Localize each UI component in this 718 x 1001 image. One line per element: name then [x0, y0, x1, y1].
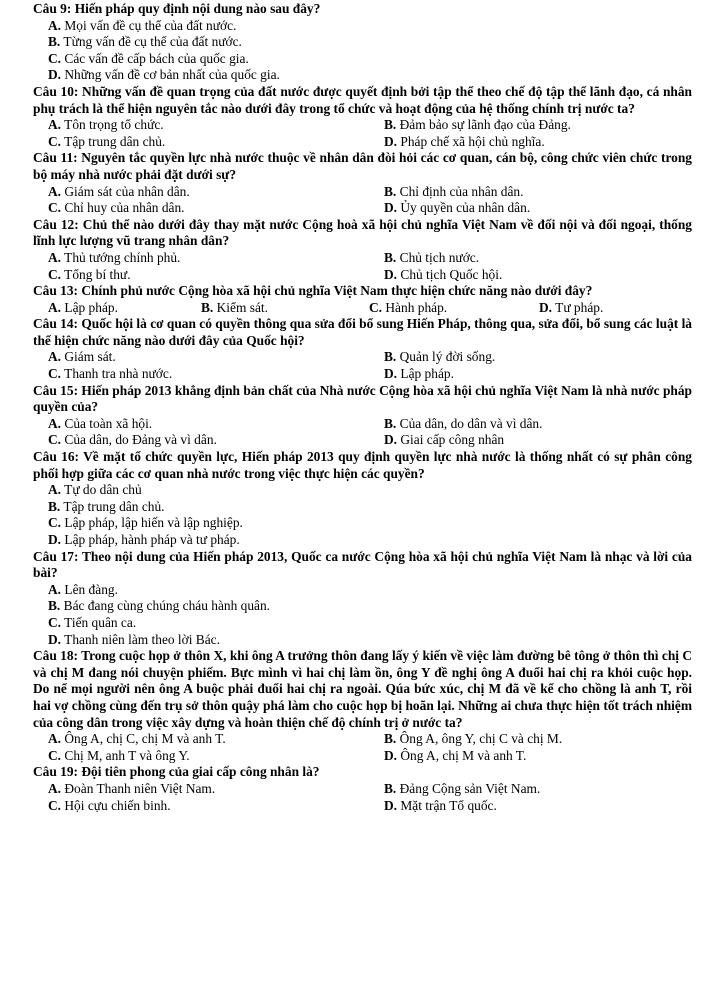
question-block [0, 648, 718, 764]
option-letter: A. [48, 299, 62, 315]
answer-option[interactable] [33, 515, 692, 532]
option-letter: B. [384, 349, 397, 365]
option-text: Tôn trọng tổ chức. [64, 117, 164, 133]
question-stem [33, 648, 692, 731]
option-letter: B. [384, 780, 397, 796]
question-stem [33, 764, 692, 781]
question-stem [33, 449, 692, 482]
option-text: Giám sát. [64, 349, 116, 365]
answer-option[interactable] [48, 748, 384, 765]
answer-option[interactable] [384, 366, 692, 383]
answer-option[interactable] [48, 416, 384, 433]
answer-options [33, 117, 692, 150]
question-text: Về mặt tổ chức quyền lực, Hiến pháp 2013 quy định quyền lực nhà nước là thống nhất có sự phân công phối hợp giữa các cơ quan nhà nước trong việc thực hiện các quyền? [33, 449, 692, 481]
option-text: Mặt trận Tổ quốc. [400, 797, 497, 813]
question-block [0, 316, 718, 382]
option-text: Của dân, do dân và vì dân. [399, 415, 543, 431]
question-stem [33, 549, 692, 582]
option-letter: B. [384, 117, 397, 133]
answer-option[interactable] [48, 432, 384, 449]
question-block [0, 764, 718, 814]
option-text: Bác đang cùng chúng cháu hành quân. [63, 598, 271, 614]
option-letter: D. [384, 200, 398, 216]
answer-option[interactable] [48, 117, 384, 134]
option-letter: A. [48, 780, 62, 796]
option-letter: A. [48, 249, 62, 265]
question-stem [33, 283, 692, 300]
option-letter: B. [48, 598, 61, 614]
question-number: Câu 17: [33, 548, 79, 564]
option-letter: C. [48, 432, 62, 448]
question-number: Câu 9: [33, 1, 72, 16]
answer-option[interactable] [48, 250, 384, 267]
option-text: Chị M, anh T và ông Y. [64, 747, 190, 763]
answer-option[interactable] [384, 134, 692, 151]
answer-option[interactable] [33, 582, 692, 599]
option-letter: C. [48, 133, 62, 149]
answer-options [33, 482, 692, 548]
answer-option[interactable] [48, 731, 384, 748]
question-block [0, 217, 718, 283]
option-letter: B. [201, 299, 214, 315]
answer-option[interactable] [48, 300, 201, 317]
answer-option[interactable] [48, 798, 384, 815]
option-letter: A. [48, 581, 62, 597]
option-text: Lập pháp. [64, 299, 118, 315]
option-text: Các vấn đề cấp bách của quốc gia. [64, 50, 249, 66]
answer-option[interactable] [48, 134, 384, 151]
option-text: Thanh tra nhà nước. [64, 366, 173, 382]
option-letter: C. [48, 747, 62, 763]
option-text: Chỉ định của nhân dân. [399, 183, 524, 199]
option-text: Giai cấp công nhân [400, 432, 505, 448]
question-block [0, 283, 718, 316]
answer-options [33, 18, 692, 84]
option-text: Ủy quyền của nhân dân. [400, 200, 531, 216]
question-number: Câu 18: [33, 648, 79, 664]
option-letter: C. [48, 797, 62, 813]
option-text: Ông A, chị M và anh T. [400, 747, 527, 763]
option-text: Tiến quân ca. [64, 614, 137, 630]
question-stem [33, 383, 692, 416]
answer-option[interactable] [384, 250, 692, 267]
option-text: Lập pháp. [400, 366, 454, 382]
option-text: Lập pháp, hành pháp và tư pháp. [64, 532, 240, 547]
question-stem [33, 316, 692, 349]
option-letter: D. [384, 797, 398, 813]
answer-option[interactable] [384, 117, 692, 134]
answer-option[interactable] [48, 267, 384, 284]
answer-option[interactable] [369, 300, 539, 317]
answer-option[interactable] [33, 18, 692, 35]
answer-options [33, 184, 692, 217]
question-number: Câu 10: [33, 83, 79, 99]
option-letter: A. [48, 482, 62, 498]
question-number: Câu 12: [33, 216, 79, 232]
question-text: Những vấn đề quan trọng của đất nước được quyết định bởi tập thể theo chế độ tập thể lãnh đạo, cá nhân phụ trách là thể hiện nguyên tắc nào dưới đây trong tổ chức và hoạt động của hệ thống chính trị nước ta? [33, 83, 692, 116]
answer-option[interactable] [384, 798, 692, 815]
option-letter: D. [384, 366, 398, 382]
option-letter: D. [48, 532, 62, 547]
option-text: Tập trung dân chủ. [64, 133, 166, 149]
option-letter: B. [48, 34, 61, 50]
answer-option[interactable] [33, 67, 692, 84]
option-letter: B. [384, 183, 397, 199]
option-text: Hội cựu chiến binh. [64, 797, 171, 813]
answer-option[interactable] [384, 432, 692, 449]
option-text: Những vấn đề cơ bản nhất của quốc gia. [64, 67, 280, 83]
option-text: Của dân, do Đảng và vì dân. [64, 432, 217, 448]
question-number: Câu 11: [33, 150, 78, 166]
question-number: Câu 19: [33, 764, 79, 780]
answer-options [33, 416, 692, 449]
answer-option[interactable] [48, 366, 384, 383]
question-stem [33, 217, 692, 250]
answer-option[interactable] [33, 34, 692, 51]
answer-option[interactable] [384, 267, 692, 284]
option-text: Chủ tịch nước. [399, 249, 480, 265]
answer-option[interactable] [384, 416, 692, 433]
option-text: Chủ tịch Quốc hội. [400, 266, 503, 282]
answer-option[interactable] [48, 349, 384, 366]
option-text: Hành pháp. [385, 299, 448, 315]
option-text: Lập pháp, lập hiến và lập nghiệp. [64, 515, 243, 531]
question-text: Chủ thể nào dưới đây thay mặt nước Cộng hoà xã hội chủ nghĩa Việt Nam về đối nội và đối ngoại, thống lĩnh lực lượng vũ trang nhân dân? [33, 216, 692, 249]
answer-option[interactable] [33, 482, 692, 499]
option-text: Kiểm sát. [216, 299, 268, 315]
option-letter: B. [384, 415, 397, 431]
question-text: Trong cuộc họp ở thôn X, khi ông A trưởng thôn đang lấy ý kiến về việc làm đường bê tông ở thôn thì chị C và chị M đang nói chuyện phiếm. Bực mình vì hai chị làm ồn, ông Y đề nghị ông A đuổi hai chị ra khỏi cuộc họp. Do nể mọi người nên ông A buộc phải đuổi hai chị ra ngoài. Qúa bức xúc, chị M đã về kể cho chồng là anh T, rồi hai vợ chồng cùng đến trụ sở thôn quậy phá làm cho cuộc họp bị hoãn lại. Những ai chưa thực hiện tốt trách nhiệm của công dân trong việc xây dựng và hoàn thiện chế độ chính trị ở nước ta? [33, 648, 693, 730]
question-stem [33, 84, 692, 117]
question-number: Câu 14: [33, 316, 79, 332]
option-letter: B. [384, 731, 397, 747]
option-letter: D. [48, 67, 62, 83]
option-text: Tự do dân chủ [64, 482, 142, 498]
option-text: Ông A, chị C, chị M và anh T. [64, 731, 226, 747]
option-letter: A. [48, 117, 62, 133]
answer-option[interactable] [33, 615, 692, 632]
answer-options [33, 250, 692, 283]
question-block [0, 1, 718, 84]
option-letter: D. [384, 432, 398, 448]
option-text: Pháp chế xã hội chủ nghĩa. [400, 133, 545, 149]
answer-options [33, 300, 692, 317]
question-number: Câu 15: [33, 382, 79, 398]
question-block [0, 150, 718, 216]
option-letter: D. [539, 299, 553, 315]
option-letter: C. [48, 266, 62, 282]
answer-option[interactable] [33, 632, 692, 649]
option-text: Mọi vấn đề cụ thể của đất nước. [64, 17, 237, 33]
option-letter: B. [384, 249, 397, 265]
option-text: Của toàn xã hội. [64, 415, 153, 431]
option-letter: A. [48, 17, 62, 33]
question-text: Đội tiên phong của giai cấp công nhân là? [81, 764, 320, 780]
option-text: Từng vấn đề cụ thể của đất nước. [63, 34, 242, 50]
question-block [0, 84, 718, 150]
answer-option[interactable] [33, 598, 692, 615]
option-text: Giám sát của nhân dân. [64, 183, 190, 199]
option-text: Đảng Cộng sản Việt Nam. [399, 780, 541, 796]
option-text: Đảm bảo sự lãnh đạo của Đảng. [399, 117, 571, 133]
question-number: Câu 16: [33, 449, 80, 465]
answer-options [33, 582, 692, 648]
answer-option[interactable] [539, 300, 692, 317]
question-stem [33, 150, 692, 183]
option-text: Thủ tướng chính phủ. [64, 249, 181, 265]
answer-options [33, 731, 692, 764]
option-letter: A. [48, 731, 62, 747]
option-letter: A. [48, 415, 62, 431]
answer-option[interactable] [384, 184, 692, 201]
option-text: Thanh niên làm theo lời Bác. [64, 631, 220, 647]
question-text: Theo nội dung của Hiến pháp 2013, Quốc ca nước Cộng hòa xã hội chủ nghĩa Việt Nam là nhạc và lời của bài? [33, 548, 693, 581]
question-text: Hiến pháp quy định nội dung nào sau đây? [74, 1, 321, 16]
question-text: Chính phủ nước Cộng hòa xã hội chủ nghĩa Việt Nam thực hiện chức năng nào dưới đây? [81, 283, 593, 299]
option-text: Tập trung dân chủ. [63, 498, 165, 514]
question-text: Quốc hội là cơ quan có quyền thông qua sửa đổi bổ sung Hiến Pháp, thông qua, sửa đổi, bổ sung các luật là thể hiện chức năng nào dưới đây của Quốc hội? [33, 316, 692, 348]
answer-option[interactable] [201, 300, 369, 317]
option-letter: D. [384, 266, 398, 282]
option-text: Lên đàng. [64, 581, 118, 597]
question-stem [33, 1, 692, 18]
answer-option[interactable] [384, 731, 692, 748]
answer-option[interactable] [384, 781, 692, 798]
question-block [0, 383, 718, 449]
option-text: Chỉ huy của nhân dân. [64, 200, 185, 216]
option-text: Tổng bí thư. [64, 266, 131, 282]
answer-options [33, 349, 692, 382]
option-letter: A. [48, 349, 62, 365]
option-text: Tư pháp. [555, 299, 604, 315]
answer-option[interactable] [384, 349, 692, 366]
question-block [0, 449, 718, 549]
option-letter: C. [48, 50, 62, 66]
option-letter: C. [48, 200, 62, 216]
question-block [0, 549, 718, 649]
answer-option[interactable] [384, 200, 692, 217]
answer-option[interactable] [384, 748, 692, 765]
option-letter: C. [48, 366, 62, 382]
question-text: Nguyên tắc quyền lực nhà nước thuộc về nhân dân đòi hỏi các cơ quan, cán bộ, công chức viên chức trong bộ máy nhà nước phải đặt dưới sự? [33, 150, 692, 182]
option-letter: A. [48, 183, 62, 199]
option-text: Quản lý đời sống. [399, 349, 496, 365]
option-letter: D. [384, 747, 398, 763]
question-number: Câu 13: [33, 283, 79, 299]
answer-option[interactable] [48, 781, 384, 798]
option-letter: D. [48, 631, 62, 647]
answer-option[interactable] [48, 200, 384, 217]
option-letter: B. [48, 498, 61, 514]
option-letter: C. [369, 299, 383, 315]
question-text: Hiến pháp 2013 khẳng định bản chất của Nhà nước Cộng hòa xã hội chủ nghĩa Việt Nam là nhà nước pháp quyền của? [33, 382, 692, 415]
option-letter: C. [48, 515, 62, 531]
answer-option[interactable] [33, 51, 692, 68]
answer-option[interactable] [33, 499, 692, 516]
answer-option[interactable] [48, 184, 384, 201]
option-text: Đoàn Thanh niên Việt Nam. [64, 780, 216, 796]
option-letter: D. [384, 133, 398, 149]
option-letter: C. [48, 614, 62, 630]
option-text: Ông A, ông Y, chị C và chị M. [399, 731, 563, 747]
answer-option[interactable] [33, 532, 692, 549]
answer-options [33, 781, 692, 814]
